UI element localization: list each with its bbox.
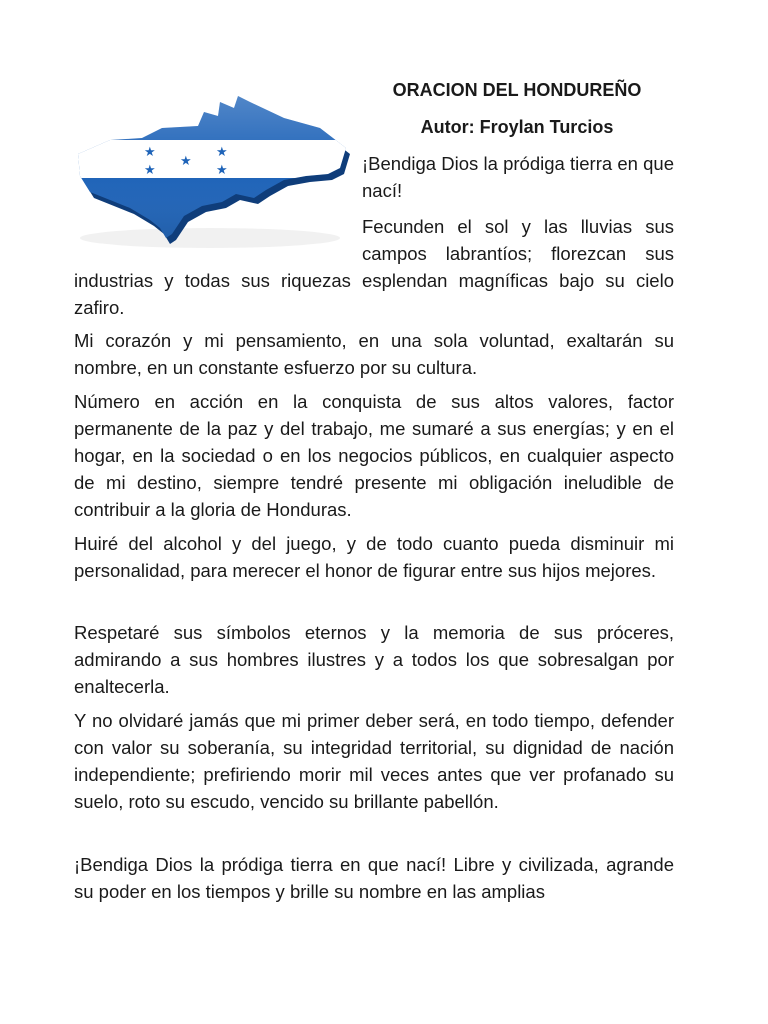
paragraph-7: Y no olvidaré jamás que mi primer deber será, en todo tiempo, defender con valor su soberanía, su integridad territorial, su dignidad de nación independiente; prefiriendo morir mil veces antes que ver profanado su suelo, roto su escudo, vencido su brillante pabellón. bbox=[74, 710, 674, 812]
paragraph-8: ¡Bendiga Dios la pródiga tierra en que nací! Libre y civilizada, agrande su poder en los tiempos y brille su nombre en las amplias bbox=[74, 854, 674, 902]
paragraph-5: Huiré del alcohol y del juego, y de todo cuanto pueda disminuir mi personalidad, para merecer el honor de figurar entre sus hijos mejores. bbox=[74, 533, 674, 581]
honduras-flag-map-icon bbox=[70, 88, 352, 258]
paragraph-4: Número en acción en la conquista de sus altos valores, factor permanente de la paz y del trabajo, me sumaré a sus energías; y en el hogar, en la sociedad o en los negocios públicos, en cualquier aspecto de mi destino, siempre tendré presente mi obligación ineludible de contribuir a la gloria de Honduras. bbox=[74, 391, 674, 520]
svg-text:★: ★ bbox=[216, 145, 228, 160]
paragraph-2-end: industrias y todas sus riquezas esplendan magníficas bajo su cielo zafiro. bbox=[74, 270, 674, 318]
svg-text:★: ★ bbox=[180, 154, 192, 169]
svg-text:★: ★ bbox=[144, 163, 156, 178]
svg-text:★: ★ bbox=[144, 145, 156, 160]
svg-text:★: ★ bbox=[216, 163, 228, 178]
paragraph-6: Respetaré sus símbolos eternos y la memoria de sus próceres, admirando a sus hombres ilustres y a todos los que sobresalgan por enaltecerla. bbox=[74, 622, 674, 697]
paragraph-1: ¡Bendiga Dios la pródiga tierra en que nací! bbox=[362, 153, 674, 201]
paragraph-2-start: Fecunden el sol y las lluvias sus campos labrantíos; florezcan sus bbox=[362, 216, 674, 264]
paragraph-3: Mi corazón y mi pensamiento, en una sola voluntad, exaltarán su nombre, en un constante esfuerzo por su cultura. bbox=[74, 330, 674, 378]
document-author: Autor: Froylan Turcios bbox=[420, 117, 614, 137]
document-title: ORACION DEL HONDUREÑO bbox=[392, 80, 642, 100]
